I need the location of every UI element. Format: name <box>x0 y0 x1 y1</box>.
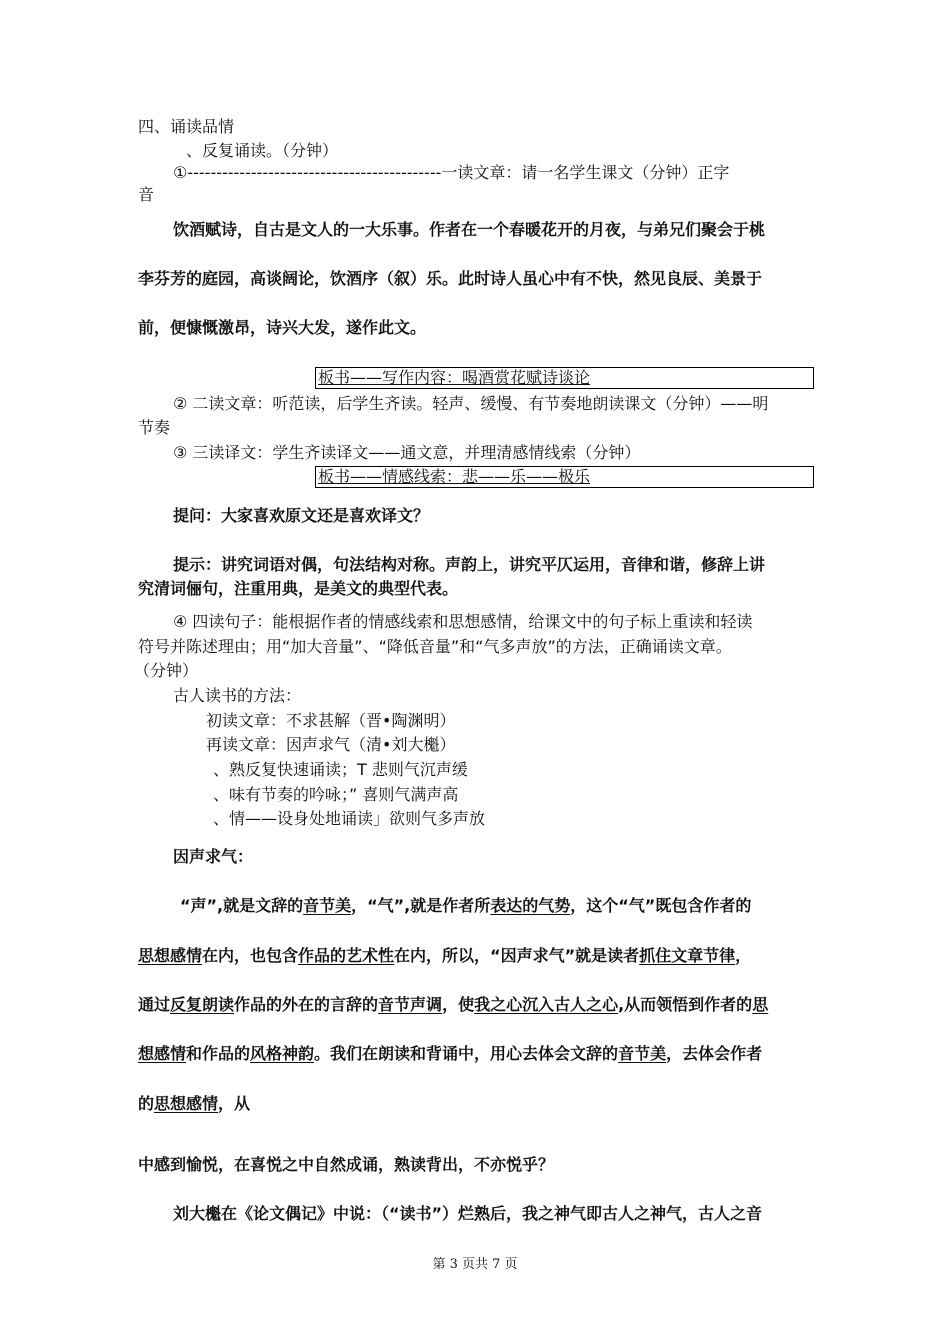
text-run: ， <box>735 946 752 965</box>
yinsheng-line2 <box>138 945 751 967</box>
section-title: 四、诵读品情 <box>138 117 235 136</box>
underlined-phrase: 反复朗读 <box>170 995 235 1014</box>
repeat-reading-heading: 、反复诵读。（分钟） <box>186 141 339 160</box>
board-emotion-clue: 板书——情感线索：悲——乐——极乐 <box>315 466 814 488</box>
underlined-phrase: 作品的艺术性 <box>298 946 395 965</box>
read2-line1: ② 二读文章：听范读，后学生齐读。轻声、缓慢、有节奏地朗读课文（分钟）——明 <box>173 394 769 413</box>
yinsheng-line4 <box>138 1043 762 1065</box>
ancient-item-1: 、熟反复快速诵读；T 悲则气沉声缓 <box>213 760 468 779</box>
yinsheng-line5 <box>138 1093 250 1115</box>
text-run: 和作品的 <box>186 1044 251 1063</box>
yinsheng-line6: 中感到愉悦，在喜悦之中自然成诵，熟读背出，不亦悦乎？ <box>138 1155 555 1174</box>
ancient-first-read: 初读文章：不求甚解（晋•陶渊明） <box>206 711 456 730</box>
ancient-second-read: 再读文章：因声求气（清•刘大櫆） <box>206 735 456 754</box>
underlined-phrase: 思想感情 <box>138 946 203 965</box>
read2-line2: 节奏 <box>138 418 171 437</box>
underlined-phrase: 我之心沉入古人之心 <box>474 995 619 1014</box>
underlined-phrase: 风格神韵 <box>250 1044 315 1063</box>
intro-para-line2: 李芬芳的庭园，高谈阔论，饮酒序（叙）乐。此时诗人虽心中有不快，然见良辰、美景于 <box>138 269 763 288</box>
underlined-phrase: 音节美 <box>303 896 352 915</box>
underlined-phrase: 想感情 <box>138 1044 187 1063</box>
text-run: 在内，所以，“因声求气”就是读者 <box>394 946 640 965</box>
underlined-phrase: 表达的气势 <box>490 896 571 915</box>
text-run: 的 <box>138 1094 155 1113</box>
text-run: 通过 <box>138 995 171 1014</box>
text-run: 在内，也包含 <box>202 946 299 965</box>
intro-para-line3: 前，便慷慨激昂，诗兴大发，遂作此文。 <box>138 318 427 337</box>
text-run: ,从而领悟到作者的 <box>618 995 753 1014</box>
question-line: 提问：大家喜欢原文还是喜欢译文？ <box>173 506 430 525</box>
text-run: 。我们在朗读和背诵中，用心去体会文辞的 <box>314 1044 619 1063</box>
yinsheng-title: 因声求气： <box>173 847 254 866</box>
ancient-item-2: 、味有节奏的吟咏；” 喜则气满声高 <box>213 785 459 804</box>
read3-line: ③ 三读译文：学生齐读译文——通文意，并理清感情线索（分钟） <box>173 443 641 462</box>
read4-line1: ④ 四读句子：能根据作者的情感线索和思想感情，给课文中的句子标上重读和轻读 <box>173 612 753 631</box>
yinsheng-line3 <box>138 994 768 1016</box>
text-run: 作品的外在的言辞的 <box>234 995 379 1014</box>
text-run: ，去体会作者 <box>666 1044 763 1063</box>
underlined-phrase: 音节声调 <box>378 995 443 1014</box>
yinsheng-line7: 刘大櫆在《论文偶记》中说：（“读书”）烂熟后，我之神气即古人之神气，古人之音 <box>173 1204 763 1223</box>
board-writing-content: 板书——写作内容：喝酒赏花赋诗谈论 <box>315 367 814 389</box>
hint-line2: 究清词俪句，注重用典，是美文的典型代表。 <box>138 579 459 598</box>
underlined-phrase: 音节美 <box>618 1044 667 1063</box>
text-run: ，从 <box>218 1094 251 1113</box>
text-run: “声”,就是文辞的 <box>180 896 304 915</box>
underlined-phrase: 思 <box>752 995 769 1014</box>
text-run: ，“气”,就是作者所 <box>351 896 491 915</box>
read4-line2: 符号并陈述理由；用“加大音量”、“降低音量”和“气多声放”的方法，正确诵读文章。 <box>138 637 732 656</box>
read1-line2: 音 <box>138 185 155 204</box>
underlined-phrase: 抓住文章节律 <box>639 946 736 965</box>
yinsheng-line1 <box>180 895 751 917</box>
intro-para-line1: 饮酒赋诗，自古是文人的一大乐事。作者在一个春暖花开的月夜，与弟兄们聚会于桃 <box>173 220 766 239</box>
text-run: ，这个“气”既包含作者的 <box>570 896 752 915</box>
text-run: ，使 <box>442 995 475 1014</box>
read4-line3: （分钟） <box>134 661 199 680</box>
hint-line1: 提示：讲究词语对偶，句法结构对称。声韵上，讲究平仄运用，音律和谐，修辞上讲 <box>173 555 766 574</box>
page-footer: 第 3 页共 7 页 <box>432 1257 518 1272</box>
read1-line1: ①--------------------------------------------一读文章：请一名学生课文（分钟）正字 <box>173 163 730 182</box>
ancient-item-3: 、情——设身处地诵读」欲则气多声放 <box>213 809 486 828</box>
underlined-phrase: 思想感情 <box>154 1094 219 1113</box>
ancient-methods-title: 古人读书的方法： <box>173 686 302 705</box>
